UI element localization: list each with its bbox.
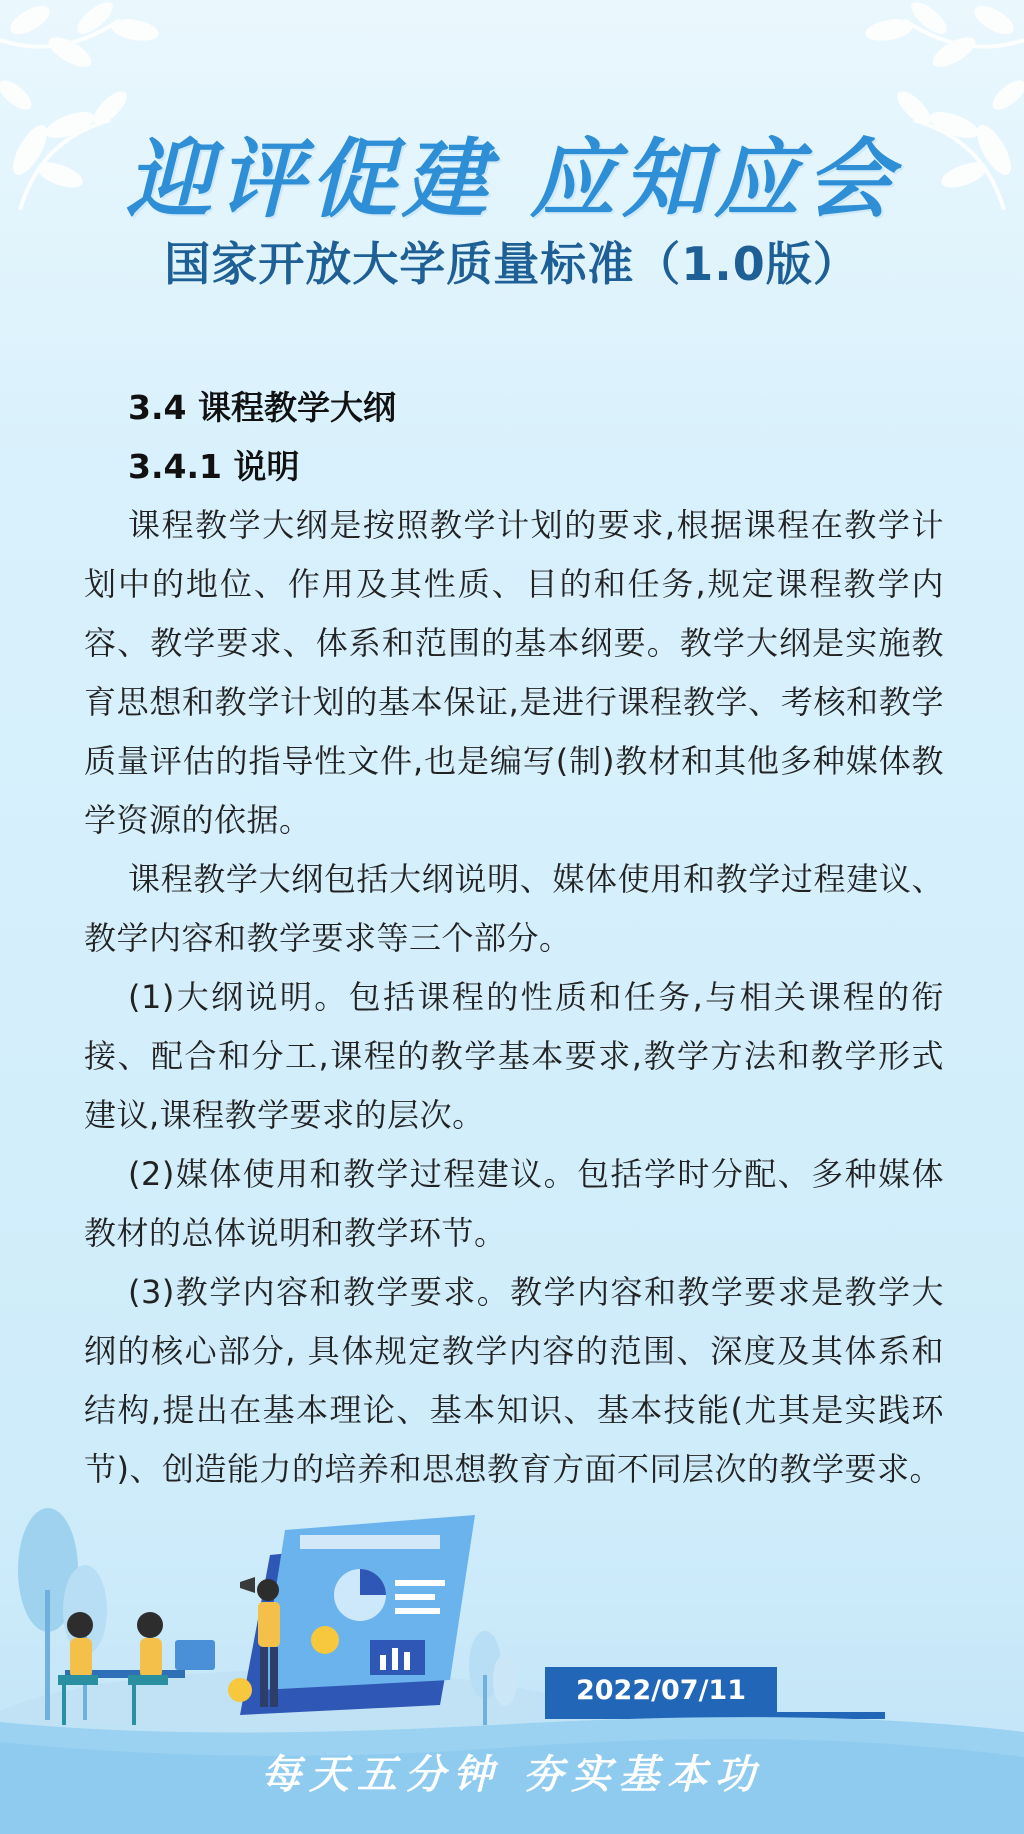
page-subtitle: 国家开放大学质量标准（1.0版）	[164, 237, 860, 291]
date-badge: 2022/07/11	[545, 1667, 777, 1715]
laptop-icon	[175, 1640, 215, 1670]
megaphone-icon	[240, 1577, 255, 1593]
footer-slogan: 每天五分钟 夯实基本功	[261, 1751, 763, 1798]
paragraph: 课程教学大纲包括大纲说明、媒体使用和教学过程建议、教学内容和教学要求等三个部分。	[84, 860, 944, 957]
section-heading: 3.4 课程教学大纲	[128, 388, 396, 427]
subsection-heading: 3.4.1 说明	[128, 447, 300, 486]
coin-icon	[228, 1678, 252, 1702]
paragraph: (2)媒体使用和教学过程建议。包括学时分配、多种媒体教材的总体说明和教学环节。	[84, 1155, 944, 1252]
coin-icon	[311, 1626, 339, 1654]
paragraph: 课程教学大纲是按照教学计划的要求,根据课程在教学计划中的地位、作用及其性质、目的和任务,规定课程教学内容、教学要求、体系和范围的基本纲要。教学大纲是实施教育思想和教学计划的基本保证,是进行课程教学、考核和教学质量评估的指导性文件,也是编写(制)教材和其他多种媒体教学资源的依据。	[84, 506, 944, 839]
paragraph: (1)大纲说明。包括课程的性质和任务,与相关课程的衔接、配合和分工,课程的教学基本要求,教学方法和教学形式建议,课程教学要求的层次。	[84, 978, 944, 1134]
calligraphy-title: 迎评促建 应知应会	[126, 129, 898, 230]
office-illustration	[0, 1490, 1024, 1740]
paragraph: (3)教学内容和教学要求。教学内容和教学要求是教学大纲的核心部分, 具体规定教学内容的范围、深度及其体系和结构,提出在基本理论、基本知识、基本技能(尤其是实践环节)、创造能力的培养和思想教育方面不同层次的教学要求。	[84, 1273, 944, 1488]
article-body	[84, 378, 944, 1499]
